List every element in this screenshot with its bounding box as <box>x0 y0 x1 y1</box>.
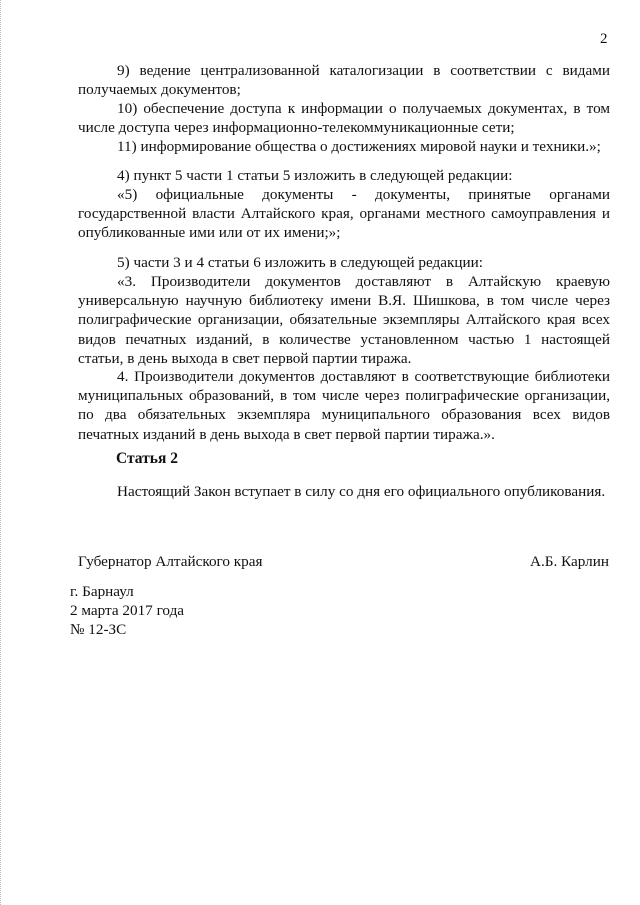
amendment-5-part-4: 4. Производители документов доставляют в соответствующие библиотеки муниципальных образований, в том числе через полиграфические организации, по два обязательных экземпляра муниципального образования всех видов печатных изданий в день выхода в свет первой партии тиража.». <box>78 368 610 443</box>
article-2-text: Настоящий Закон вступает в силу со дня его официального опубликования. <box>117 483 606 500</box>
list-item-10: 10) обеспечение доступа к информации о получаемых документах, в том числе доступа через информационно-телекоммуникационные сети; <box>78 100 610 137</box>
city: г. Барнаул <box>70 583 134 600</box>
date: 2 марта 2017 года <box>70 602 185 619</box>
amendment-5-intro: 5) части 3 и 4 статьи 6 изложить в следующей редакции: <box>117 254 483 271</box>
law-number: № 12-ЗС <box>70 621 127 638</box>
list-item-9: 9) ведение централизованной каталогизации в соответствии с видами получаемых документов; <box>78 62 610 99</box>
amendment-4-intro: 4) пункт 5 части 1 статьи 5 изложить в следующей редакции: <box>117 167 513 184</box>
signature-position: Губернатор Алтайского края <box>78 553 263 570</box>
list-item-11: 11) информирование общества о достижениях мировой науки и техники.»; <box>117 138 601 155</box>
signature-name: А.Б. Карлин <box>530 553 609 570</box>
article-2-heading: Статья 2 <box>116 450 178 467</box>
page-number: 2 <box>600 31 608 47</box>
page-left-edge <box>0 0 3 905</box>
place-and-date-block <box>70 582 184 639</box>
amendment-4-text: «5) официальные документы - документы, принятые органами государственной власти Алтайского края, органами местного самоуправления и опубликованные ими или от их имени;»; <box>78 186 610 242</box>
amendment-5-part-3: «3. Производители документов доставляют в Алтайскую краевую универсальную научную библиотеку имени В.Я. Шишкова, в том числе через полиграфические организации, обязательные экземпляры Алтайского края всех видов печатных изданий, в количестве установленном частью 1 настоящей статьи, в день выхода в свет первой партии тиража. <box>78 273 610 367</box>
